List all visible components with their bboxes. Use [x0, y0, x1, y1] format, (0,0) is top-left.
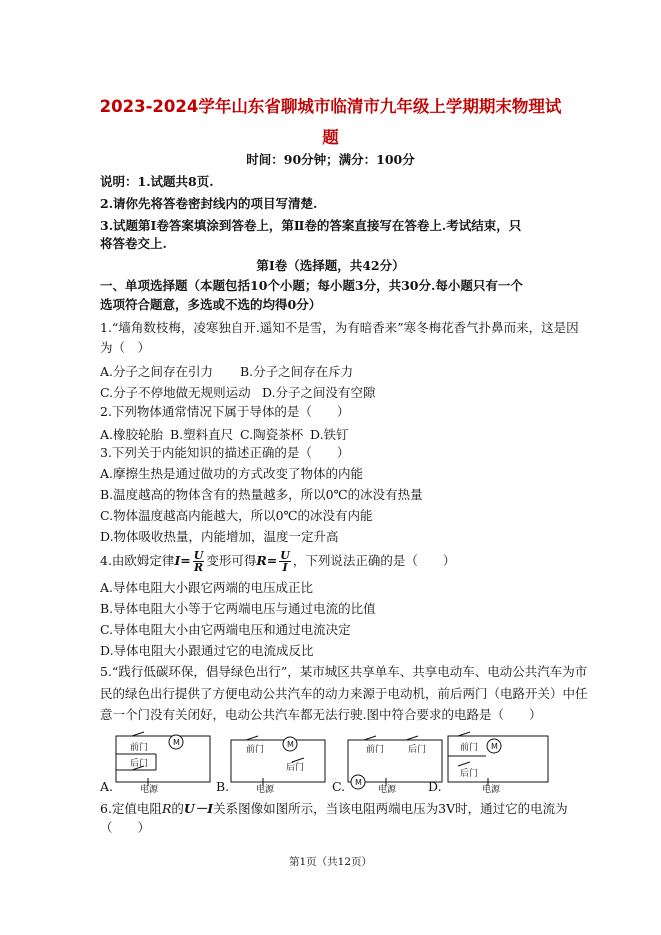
circuit-a-rear-door: 后门 — [130, 759, 149, 769]
part-one-line1: 一、单项选择题（本题包括10个小题；每小题3分，共30分.每小题只有一个 — [100, 278, 523, 293]
note-2: 2.请你先将答卷密封线内的项目写清楚. — [100, 196, 318, 211]
q6-stem-line2: （ ） — [100, 820, 151, 835]
q5-option-c: C. — [332, 779, 346, 794]
q2-stem: 2.下列物体通常情况下属于导体的是（ ） — [100, 404, 350, 419]
circuit-a-switch-1 — [132, 732, 144, 736]
q1-option-a: A.分子之间存在引力 — [100, 364, 214, 379]
circuit-b-motor-label: M — [287, 740, 294, 749]
note-4: 将答卷交上. — [100, 236, 167, 251]
circuit-c-power: 电源 — [378, 785, 397, 795]
q5-stem-line1: 5.“践行低碳环保，倡导绿色出行”，某市城区共享单车、共享电动车、电动公共汽车为市 — [100, 664, 588, 679]
q5-option-a: A. — [100, 779, 114, 794]
q1-stem-line1: 1.“墙角数枝梅，凌寒独自开.遥知不是雪，为有暗香来”寒冬梅花香气扑鼻而来，这是因 — [100, 320, 579, 335]
circuit-b-switch-1 — [246, 736, 258, 740]
q6-of: 的 — [171, 801, 184, 816]
q3-stem: 3.下列关于内能知识的描述正确的是（ ） — [100, 445, 350, 460]
q4-stem-mid: 变形可得 — [206, 553, 257, 568]
q4-stem-pre: 4.由欧姆定律 — [100, 553, 175, 568]
q5-circuit-diagrams — [96, 730, 566, 796]
q1-option-b: B.分子之间存在斥力 — [240, 364, 354, 379]
q4-option-a: A.导体电阻大小跟它两端的电压成正比 — [100, 580, 314, 595]
circuit-c-switch-2 — [406, 736, 418, 740]
q6-ui: U－I — [183, 801, 214, 816]
q6-stem-post: 关系图像如图所示，当该电阻两端电压为3V时，通过它的电流为 — [213, 801, 568, 816]
q2-option-d: D.铁钉 — [310, 427, 349, 442]
exam-title-line1: 2023-2024学年山东省聊城市临清市九年级上学期期末物理试 — [99, 97, 562, 116]
q5-stem-line2: 民的绿色出行提供了方便电动公共汽车的动力来源于电动机，前后两门（电路开关）中任 — [100, 686, 588, 701]
q3-option-b: B.温度越高的物体含有的热量越多，所以0℃的冰没有热量 — [100, 487, 423, 502]
circuit-b-front-door: 前门 — [246, 745, 265, 755]
circuit-a-power: 电源 — [140, 785, 159, 795]
page-footer: 第1页（共12页） — [288, 856, 373, 868]
circuit-d-rear-door: 后门 — [460, 769, 479, 779]
circuit-b-switch-2 — [292, 758, 304, 762]
q4-stem-post: ，下列说法正确的是（ ） — [292, 553, 456, 568]
note-1: 说明：1.试题共8页. — [100, 174, 214, 189]
circuit-b-power: 电源 — [256, 785, 275, 795]
q6-stem-pre: 6.定值电阻 — [100, 801, 162, 816]
circuit-a-front-door: 前门 — [130, 743, 149, 753]
formula-numerator-u: U — [193, 549, 204, 562]
circuit-d-switch-1 — [458, 732, 470, 736]
q2-option-b: B.塑料直尺 — [170, 427, 234, 442]
circuit-b — [231, 736, 325, 786]
q6-var-r: R — [161, 801, 172, 816]
formula-equals-2: = — [266, 553, 278, 568]
formula-lhs-i: I — [174, 553, 181, 568]
note-3: 3.试题第Ⅰ卷答案填涂到答卷上，第Ⅱ卷的答案直接写在答卷上.考试结束，只 — [100, 218, 522, 233]
circuit-a-motor-label: M — [173, 738, 180, 747]
q3-option-d: D.物体吸收热量，内能增加，温度一定升高 — [100, 529, 339, 544]
exam-title-line2: 题 — [322, 128, 339, 147]
circuit-d-front-door: 前门 — [460, 743, 479, 753]
formula-equals-1: = — [180, 553, 191, 568]
q3-option-c: C.物体温度越高内能越大，所以0℃的冰没有内能 — [100, 508, 373, 523]
q5-stem-line3: 意一个门没有关闭好，电动公共汽车都无法行驶.图中符合要求的电路是（ ） — [100, 707, 542, 722]
q5-option-d: D. — [428, 779, 442, 794]
section-title: 第Ⅰ卷（选择题，共42分） — [256, 258, 405, 273]
formula-denominator-i: I — [282, 561, 288, 574]
circuit-b-rear-door: 后门 — [286, 763, 305, 773]
q5-option-b: B. — [216, 779, 230, 794]
q1-stem-line2: 为（ ） — [100, 340, 151, 355]
q4-option-c: C.导体电阻大小由它两端电压和通过电流决定 — [100, 622, 351, 637]
circuit-c-switch-1 — [364, 736, 376, 740]
circuit-d-motor-label: M — [491, 742, 498, 751]
part-one-line2: 选项符合题意，多选或不选的均得0分） — [100, 297, 322, 312]
formula-numerator-u-2: U — [280, 549, 290, 562]
circuit-c-motor-label: M — [355, 778, 362, 787]
q4-option-d: D.导体电阻大小跟通过它的电流成反比 — [100, 643, 314, 658]
formula-denominator-r: R — [194, 561, 204, 574]
q3-option-a: A.摩擦生热是通过做功的方式改变了物体的内能 — [100, 466, 364, 481]
q2-option-c: C.陶瓷茶杯 — [240, 427, 304, 442]
q4-stem — [100, 548, 455, 574]
formula-fraction-u-over-r — [193, 550, 205, 573]
circuit-c-rear-door: 后门 — [408, 745, 427, 755]
formula-fraction-u-over-i — [279, 550, 291, 573]
q6-stem-line1 — [100, 801, 568, 817]
formula-lhs-r: R — [256, 553, 267, 568]
circuit-c-front-door: 前门 — [366, 745, 385, 755]
q1-option-d: D.分子之间没有空隙 — [262, 385, 376, 400]
circuit-d-switch-2 — [458, 762, 470, 766]
q2-option-a: A.橡胶轮胎 — [100, 427, 164, 442]
circuit-d-power: 电源 — [482, 785, 501, 795]
q1-option-c: C.分子不停地做无规则运动 — [100, 385, 251, 400]
time-info: 时间：90分钟；满分：100分 — [246, 152, 415, 167]
q4-option-b: B.导体电阻大小等于它两端电压与通过电流的比值 — [100, 601, 376, 616]
